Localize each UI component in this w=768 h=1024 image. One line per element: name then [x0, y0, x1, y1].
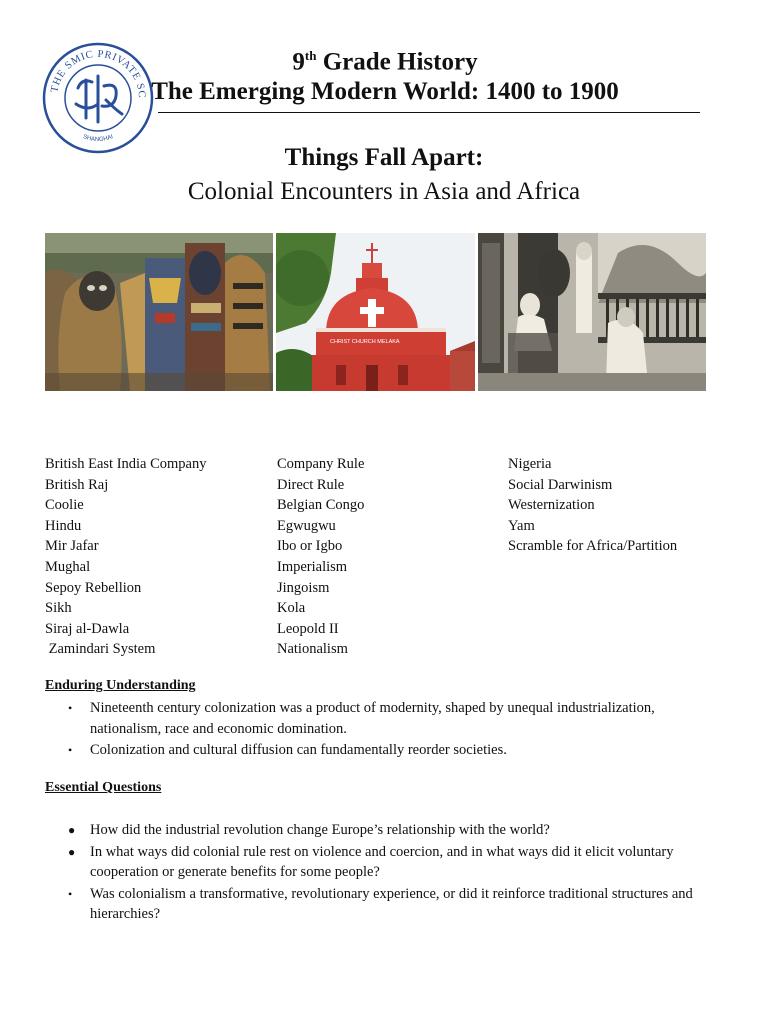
- vocab-term: Westernization: [508, 497, 595, 514]
- church-signage: CHRIST CHURCH MELAKA: [330, 339, 400, 345]
- bullet-icon: •: [68, 743, 73, 758]
- vocab-term: Siraj al-Dawla: [45, 620, 130, 637]
- vocab-term: Company Rule: [277, 456, 365, 472]
- bullet-icon: •: [68, 701, 73, 715]
- vocab-term: Scramble for Africa/Partition: [508, 538, 678, 555]
- bullet-icon: ●: [68, 844, 76, 859]
- vocab-column-2: [277, 454, 502, 660]
- vocab-term: Zamindari System: [45, 641, 156, 658]
- vocab-term: Sepoy Rebellion: [45, 579, 142, 596]
- bullet-icon: •: [68, 886, 73, 901]
- school-logo: [42, 42, 154, 154]
- vocab-term: Belgian Congo: [277, 497, 365, 514]
- vocab-term: Mughal: [45, 558, 91, 575]
- vocab-term: British East India Company: [45, 456, 207, 472]
- vocab-term: Nationalism: [277, 641, 348, 658]
- vocab-term: Imperialism: [277, 558, 348, 575]
- course-title: The Emerging Modern World: 1400 to 1900: [151, 78, 619, 105]
- vocab-term: Hindu: [45, 517, 82, 534]
- vocab-term: Kola: [277, 600, 306, 617]
- vocab-column-3: [508, 454, 748, 557]
- vocab-term: Jingoism: [277, 579, 330, 596]
- vocab-term: Sikh: [45, 600, 72, 617]
- vocab-column-1: [45, 454, 270, 660]
- unit-subtitle: Colonial Encounters in Asia and Africa: [187, 178, 581, 205]
- header-divider: [158, 112, 700, 113]
- masquerade-photo: [45, 233, 273, 391]
- vocab-term: British Raj: [45, 476, 109, 493]
- logo-ring-text: THE SMIC PRIVATE SC: [49, 48, 148, 99]
- enduring-understanding-heading: Enduring Understanding: [45, 678, 196, 693]
- list-item: ● In what ways did colonial rule rest on violence and coercion, and in what ways did it elicit voluntary cooperation or generate benefits for some people?: [68, 843, 674, 881]
- vocab-term: Social Darwinism: [508, 476, 613, 493]
- vocab-term: Nigeria: [508, 456, 552, 472]
- list-item: • Nineteenth century colonization was a product of modernity, shaped by unequal industrialization, nationalism, race and economic domination.: [68, 700, 655, 737]
- vocab-term: Coolie: [45, 497, 84, 514]
- vocab-term: Mir Jafar: [45, 538, 99, 555]
- list-item: • Colonization and cultural diffusion can fundamentally reorder societies.: [66, 740, 726, 761]
- list-item: ● How did the industrial revolution change Europe’s relationship with the world?: [66, 820, 726, 841]
- unit-title: Things Fall Apart:: [284, 144, 484, 171]
- vocab-term: Egwugwu: [277, 517, 336, 534]
- vocab-term: Leopold II: [277, 620, 339, 637]
- essential-questions-heading: Essential Questions: [45, 780, 162, 795]
- vocab-term: Direct Rule: [277, 476, 345, 493]
- vocab-term: Yam: [508, 517, 535, 534]
- vocab-term: Ibo or Igbo: [277, 538, 343, 555]
- grade-title: 9th Grade History: [292, 48, 478, 76]
- list-item: • Was colonialism a transformative, revolutionary experience, or did it reinforce traditional structures and hierarchies?: [68, 885, 693, 923]
- logo-emblem-icon: [76, 76, 122, 122]
- bullet-icon: ●: [68, 823, 76, 837]
- colonial-veranda-photo: [478, 233, 706, 391]
- red-church-photo: [276, 233, 475, 391]
- logo-bottom-text: SHANGHAI: [82, 134, 115, 144]
- essential-questions-list: [66, 820, 726, 926]
- enduring-understanding-list: [66, 698, 726, 762]
